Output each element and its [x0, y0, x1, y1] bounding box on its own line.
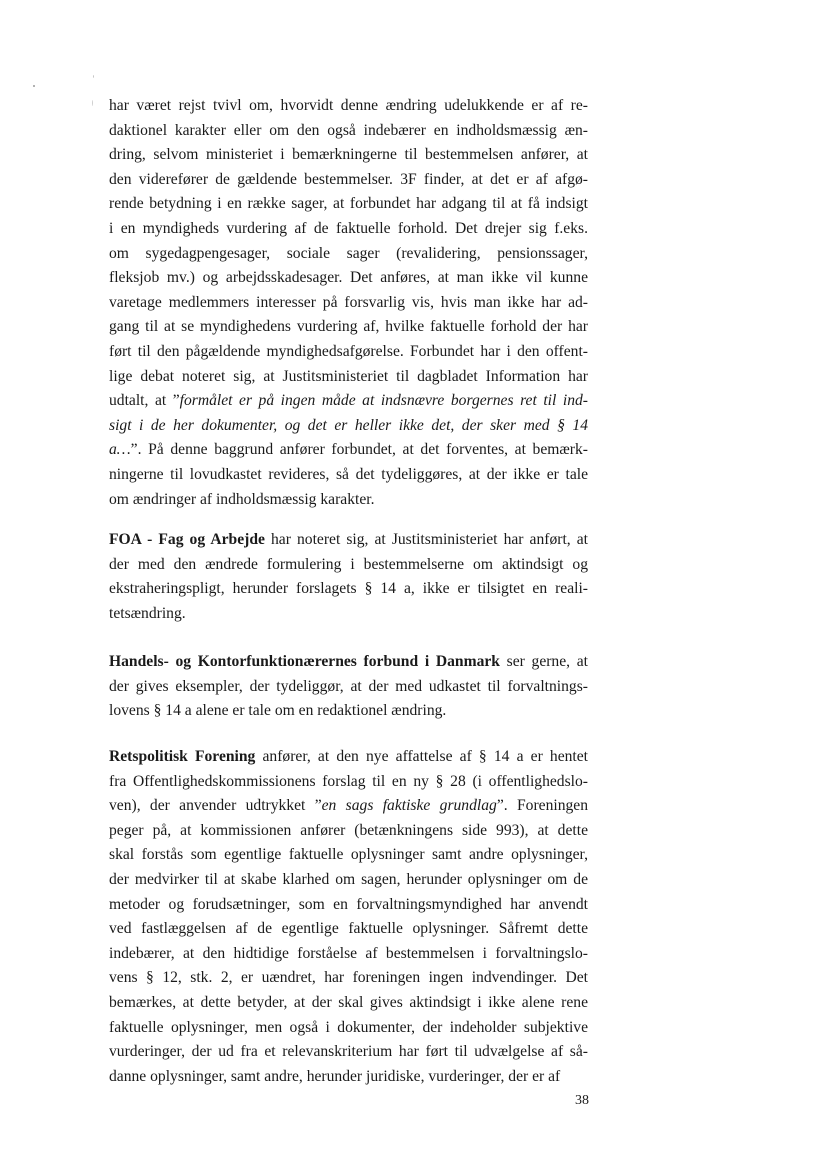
text-line	[109, 192, 588, 217]
text-line	[109, 438, 588, 463]
text-line	[109, 1065, 588, 1090]
line-text: ved fastlæggelsen af de egentlige faktuelle oplysninger. Såfremt dette	[109, 920, 588, 938]
line-text: i en myndigheds vurdering af de faktuelle forhold. Det drejer sig f.eks.	[109, 219, 588, 237]
quoted-text: en sags faktiske grundlag	[321, 797, 497, 815]
line-text: ”. Foreningen	[496, 797, 589, 815]
line-text: danne oplysninger, samt andre, herunder juridiske, vurderinger, der er af	[109, 1067, 561, 1085]
organization-name: Handels- og Kontorfunktionærernes forbund i Danmark	[109, 653, 500, 670]
text-line	[109, 94, 588, 119]
text-line	[109, 553, 588, 578]
paragraph-retspolitisk-forening	[109, 745, 588, 1089]
line-text: bemærkes, at dette betyder, at der skal gives aktindsigt i ikke alene rene	[109, 993, 588, 1011]
paragraph-foa	[109, 528, 588, 626]
line-text: har noteret sig, at Justitsministeriet har anført, at	[264, 531, 589, 548]
line-text: ført til den pågældende myndighedsafgørelse. Forbundet har i den offent-	[109, 342, 588, 360]
text-line	[109, 340, 588, 365]
text-line	[109, 819, 588, 844]
line-text: der gives eksempler, der tydeliggør, at der med udkastet til forvaltnings-	[109, 677, 588, 695]
line-text: tetsændring.	[109, 604, 186, 622]
text-line	[109, 991, 588, 1016]
quoted-text: formålet er på ingen måde at indsnævre borgernes ret til ind-	[179, 392, 588, 410]
line-text: vens § 12, stk. 2, er uændret, har foreningen ingen indvendinger. Det	[109, 969, 588, 987]
text-line	[109, 794, 588, 819]
line-text: fra Offentlighedskommissionens forslag til en ny § 28 (i offentlighedslo-	[109, 772, 588, 790]
line-text: varetage medlemmers interesser på forsvarlig vis, hvis man ikke har ad-	[109, 293, 588, 311]
line-text: der med den ændrede formulering i bestemmelserne om aktindsigt og	[109, 555, 588, 573]
scan-speck	[93, 75, 94, 78]
line-text: metoder og forudsætninger, som en forvaltningsmyndighed har anvendt	[109, 895, 588, 913]
text-line	[109, 675, 588, 700]
text-line	[109, 770, 588, 795]
scan-speck	[92, 100, 93, 106]
line-text: ven), der anvender udtrykket ”	[109, 797, 322, 815]
line-text: ”. På denne baggrund anfører forbundet, at det forventes, at bemærk-	[130, 441, 588, 459]
organization-name: FOA - Fag og Arbejde	[109, 531, 265, 548]
text-line	[109, 463, 588, 488]
line-text: rende betydning i en række sager, at forbundet har adgang til at få indsigt	[109, 195, 588, 213]
line-text: faktuelle oplysninger, men også i dokumenter, der indeholder subjektive	[109, 1018, 588, 1036]
text-line	[109, 365, 588, 390]
text-line	[109, 266, 588, 291]
text-line	[109, 119, 588, 144]
text-line	[109, 389, 588, 414]
line-text: lige debat noteret sig, at Justitsministeriet til dagbladet Information har	[109, 367, 588, 385]
line-text: fleksjob mv.) og arbejdsskadesager. Det anføres, at man ikke vil kunne	[109, 269, 588, 287]
text-line	[109, 917, 588, 942]
line-text: ekstraheringspligt, herunder forslagets § 14 a, ikke er tilsigtet en reali-	[109, 580, 588, 598]
text-line	[109, 699, 588, 724]
quoted-text: a…	[109, 441, 131, 459]
text-line	[109, 843, 588, 868]
text-line	[109, 143, 588, 168]
text-line	[109, 528, 588, 553]
text-line	[109, 242, 588, 267]
line-text: lovens § 14 a alene er tale om en redaktionel ændring.	[109, 702, 447, 720]
line-text: dring, selvom ministeriet i bemærkningerne til bestemmelsen anfører, at	[109, 146, 588, 164]
text-line	[109, 291, 588, 316]
quoted-text: sigt i de her dokumenter, og det er heller ikke det, der sker med § 14	[109, 416, 588, 434]
line-text: har været rejst tvivl om, hvorvidt denne ændring udelukkende er af re-	[109, 97, 588, 114]
text-line	[109, 893, 588, 918]
text-line	[109, 602, 588, 627]
line-text: udtalt, at ”	[109, 392, 180, 410]
text-line	[109, 414, 588, 439]
paragraph-3f-continuation	[109, 94, 588, 512]
line-text: daktionel karakter eller om den også indebærer en indholdsmæssig æn-	[109, 121, 588, 139]
text-line	[109, 315, 588, 340]
scan-speck	[33, 85, 35, 87]
line-text: vurderinger, der ud fra et relevanskriterium har ført til udvælgelse af så-	[109, 1043, 588, 1061]
line-text: peger på, at kommissionen anfører (betænkningens side 993), at dette	[109, 821, 588, 839]
text-line	[109, 217, 588, 242]
line-text: den viderefører de gældende bestemmelser. 3F finder, at det er af afgø-	[109, 170, 588, 188]
line-text: om sygedagpengesager, sociale sager (revalidering, pensionssager,	[109, 244, 588, 262]
text-line	[109, 168, 588, 193]
text-line	[109, 1016, 588, 1041]
paragraph-hk-danmark	[109, 650, 588, 724]
text-line	[109, 488, 588, 513]
organization-name: Retspolitisk Forening	[109, 748, 256, 765]
text-line	[109, 966, 588, 991]
text-line	[109, 745, 588, 770]
line-text: ser gerne, at	[499, 653, 588, 670]
text-line	[109, 577, 588, 602]
line-text: skal forstås som egentlige faktuelle oplysninger samt andre oplysninger,	[109, 846, 588, 864]
line-text: der medvirker til at skabe klarhed om sagen, herunder oplysninger om de	[109, 870, 588, 888]
line-text: om ændringer af indholdsmæssig karakter.	[109, 490, 375, 508]
line-text: indebærer, at den hidtidige forståelse af bestemmelsen i forvaltningslo-	[109, 944, 588, 962]
line-text: gang til at se myndighedens vurdering af, hvilke faktuelle forhold der har	[109, 318, 588, 336]
text-line	[109, 1040, 588, 1065]
page-number: 38	[575, 1093, 589, 1108]
line-text: anfører, at den nye affattelse af § 14 a er hentet	[255, 748, 589, 765]
text-line	[109, 650, 588, 675]
text-line	[109, 868, 588, 893]
text-line	[109, 942, 588, 967]
line-text: ningerne til lovudkastet revideres, så det tydeliggøres, at der ikke er tale	[109, 465, 588, 483]
